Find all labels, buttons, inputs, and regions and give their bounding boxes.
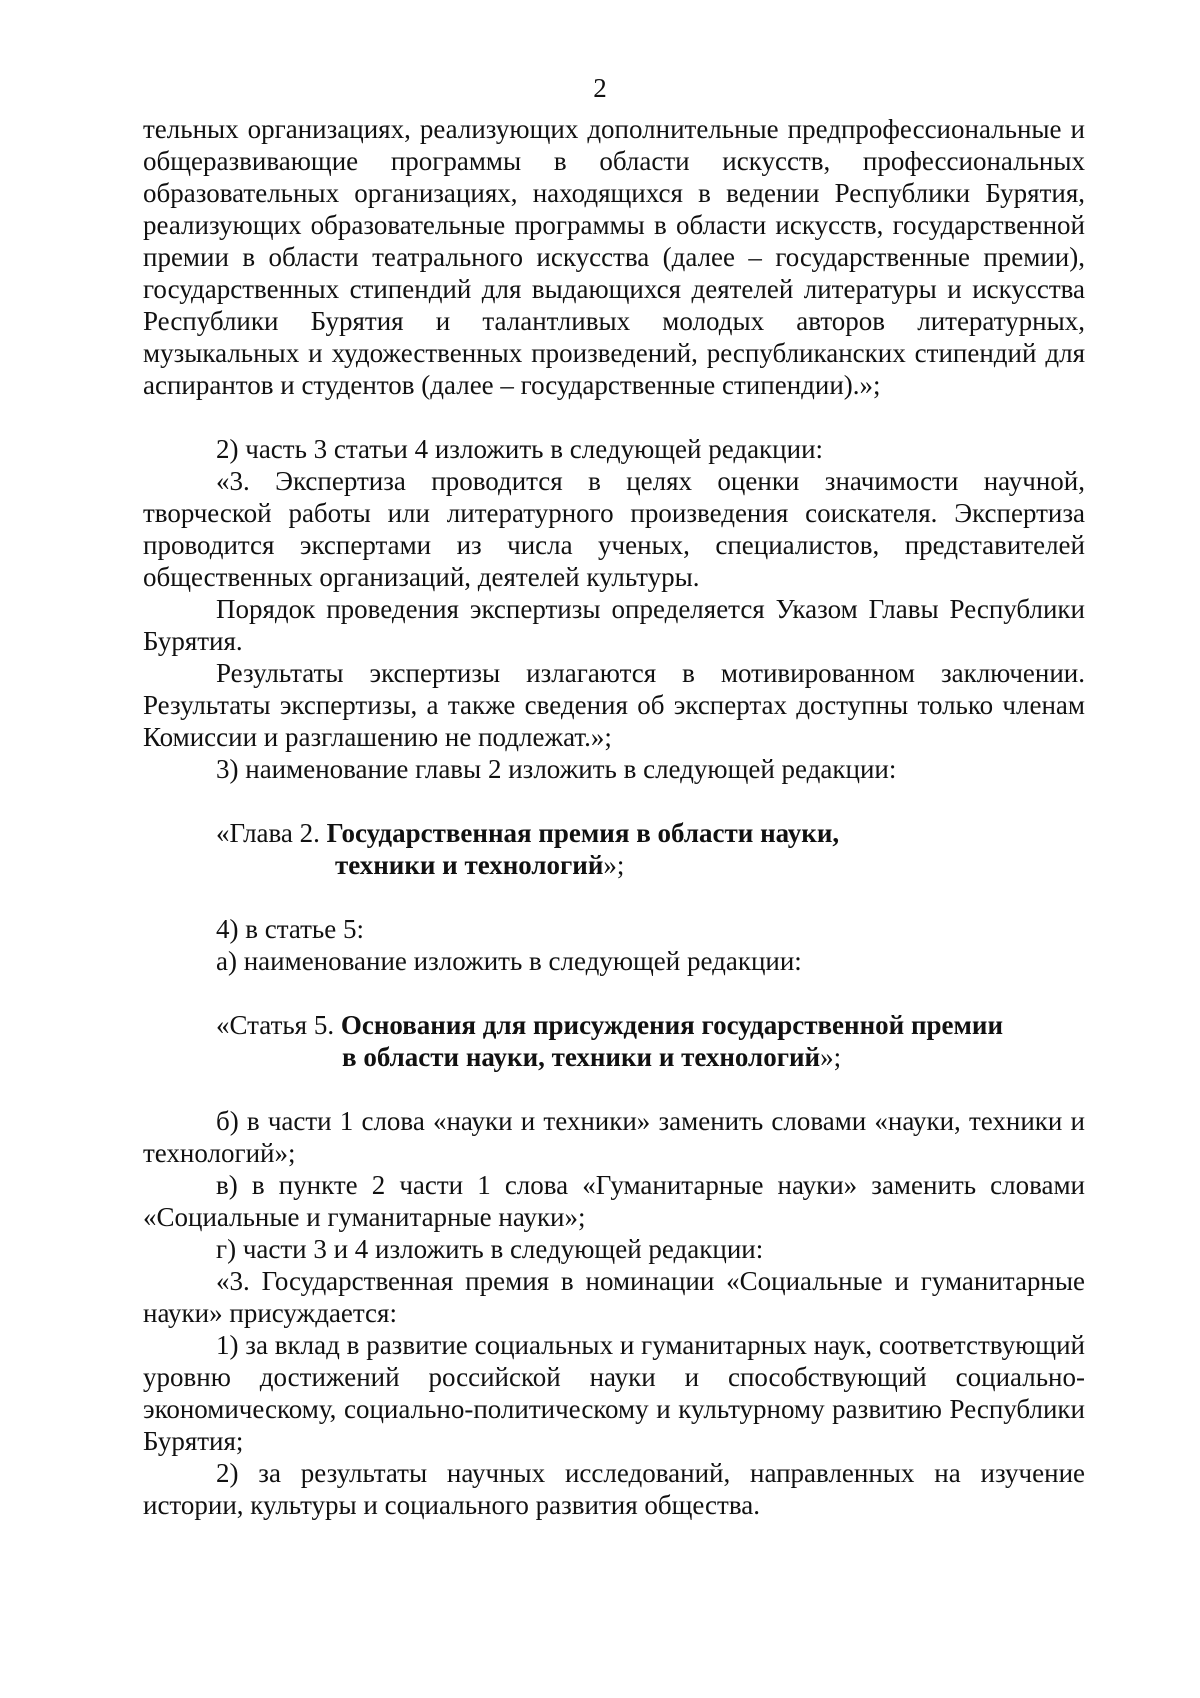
- paragraph-gap: [143, 881, 1085, 913]
- paragraph-gap: [143, 977, 1085, 1009]
- paragraph-gap: [143, 401, 1085, 433]
- paragraph-gap: [143, 1073, 1085, 1105]
- article-heading-suffix: »;: [820, 1042, 842, 1072]
- item-2-quote-paragraph-3: Результаты экспертизы излагаются в мотивированном заключении. Результаты экспертизы, а также сведения об экспертах доступны только членам Комиссии и разглашению не подлежат.»;: [143, 658, 1085, 752]
- page-number: 2: [593, 73, 607, 103]
- item-3: 3) наименование главы 2 изложить в следующей редакции:: [216, 754, 897, 784]
- item-4g-quote-paragraph: «3. Государственная премия в номинации «Социальные и гуманитарные науки» присуждается:: [143, 1266, 1085, 1328]
- chapter-heading-line-2: [143, 849, 1085, 881]
- item-4: 4) в статье 5:: [216, 914, 364, 944]
- item-2: 2) часть 3 статьи 4 изложить в следующей редакции:: [216, 434, 824, 464]
- paragraph-gap: [143, 785, 1085, 817]
- item-4g-point-2: 2) за результаты научных исследований, направленных на изучение истории, культуры и социального развития общества.: [143, 1458, 1085, 1520]
- item-4g-point-1: 1) за вклад в развитие социальных и гуманитарных наук, соответствующий уровню достижений российской науки и способствующий социально-экономическому, социально-политическому и культурному развитию Республики Бурятия;: [143, 1330, 1085, 1456]
- intro-paragraph: тельных организациях, реализующих дополнительные предпрофессиональные и общеразвивающие программы в области искусств, профессиональных образовательных организациях, находящихся в ведении Республики Бурятия, реализующих образовательные программы в области искусств, государственной премии в области театрального искусства (далее – государственные премии), государственных стипендий для выдающихся деятелей литературы и искусства Республики Бурятия и талантливых молодых авторов литературных, музыкальных и художественных произведений, республиканских стипендий для аспирантов и студентов (далее – государственные стипендии).»;: [143, 114, 1085, 400]
- chapter-heading-line-1: [143, 817, 1085, 849]
- item-2-quote-paragraph-1: «3. Экспертиза проводится в целях оценки значимости научной, творческой работы или литературного произведения соискателя. Экспертиза проводится экспертами из числа ученых, специалистов, представителей общественных организаций, деятелей культуры.: [143, 466, 1085, 592]
- document-body: [143, 113, 1085, 1521]
- article-heading-title-1: Основания для присуждения государственной премии: [340, 1010, 1004, 1040]
- chapter-heading-title-1: Государственная премия в области науки,: [326, 818, 840, 848]
- item-2-quote-paragraph-2: Порядок проведения экспертизы определяется Указом Главы Республики Бурятия.: [143, 594, 1085, 656]
- article-heading-prefix: «Статья 5.: [216, 1010, 341, 1040]
- article-heading-title-2: в области науки, техники и технологий: [342, 1042, 821, 1072]
- item-4b: б) в части 1 слова «науки и техники» заменить словами «науки, техники и технологий»;: [143, 1106, 1085, 1168]
- article-heading-line-2: [143, 1041, 1085, 1073]
- chapter-heading-prefix: «Глава 2.: [216, 818, 327, 848]
- article-heading-line-1: [143, 1009, 1085, 1041]
- item-4a: а) наименование изложить в следующей редакции:: [216, 946, 802, 976]
- chapter-heading-title-2: техники и технологий: [335, 850, 604, 880]
- chapter-heading: [143, 817, 1085, 881]
- article-heading: [143, 1009, 1085, 1073]
- item-4v: в) в пункте 2 части 1 слова «Гуманитарные науки» заменить словами «Социальные и гуманитарные науки»;: [143, 1170, 1085, 1232]
- chapter-heading-suffix: »;: [603, 850, 625, 880]
- item-4g: г) части 3 и 4 изложить в следующей редакции:: [216, 1234, 764, 1264]
